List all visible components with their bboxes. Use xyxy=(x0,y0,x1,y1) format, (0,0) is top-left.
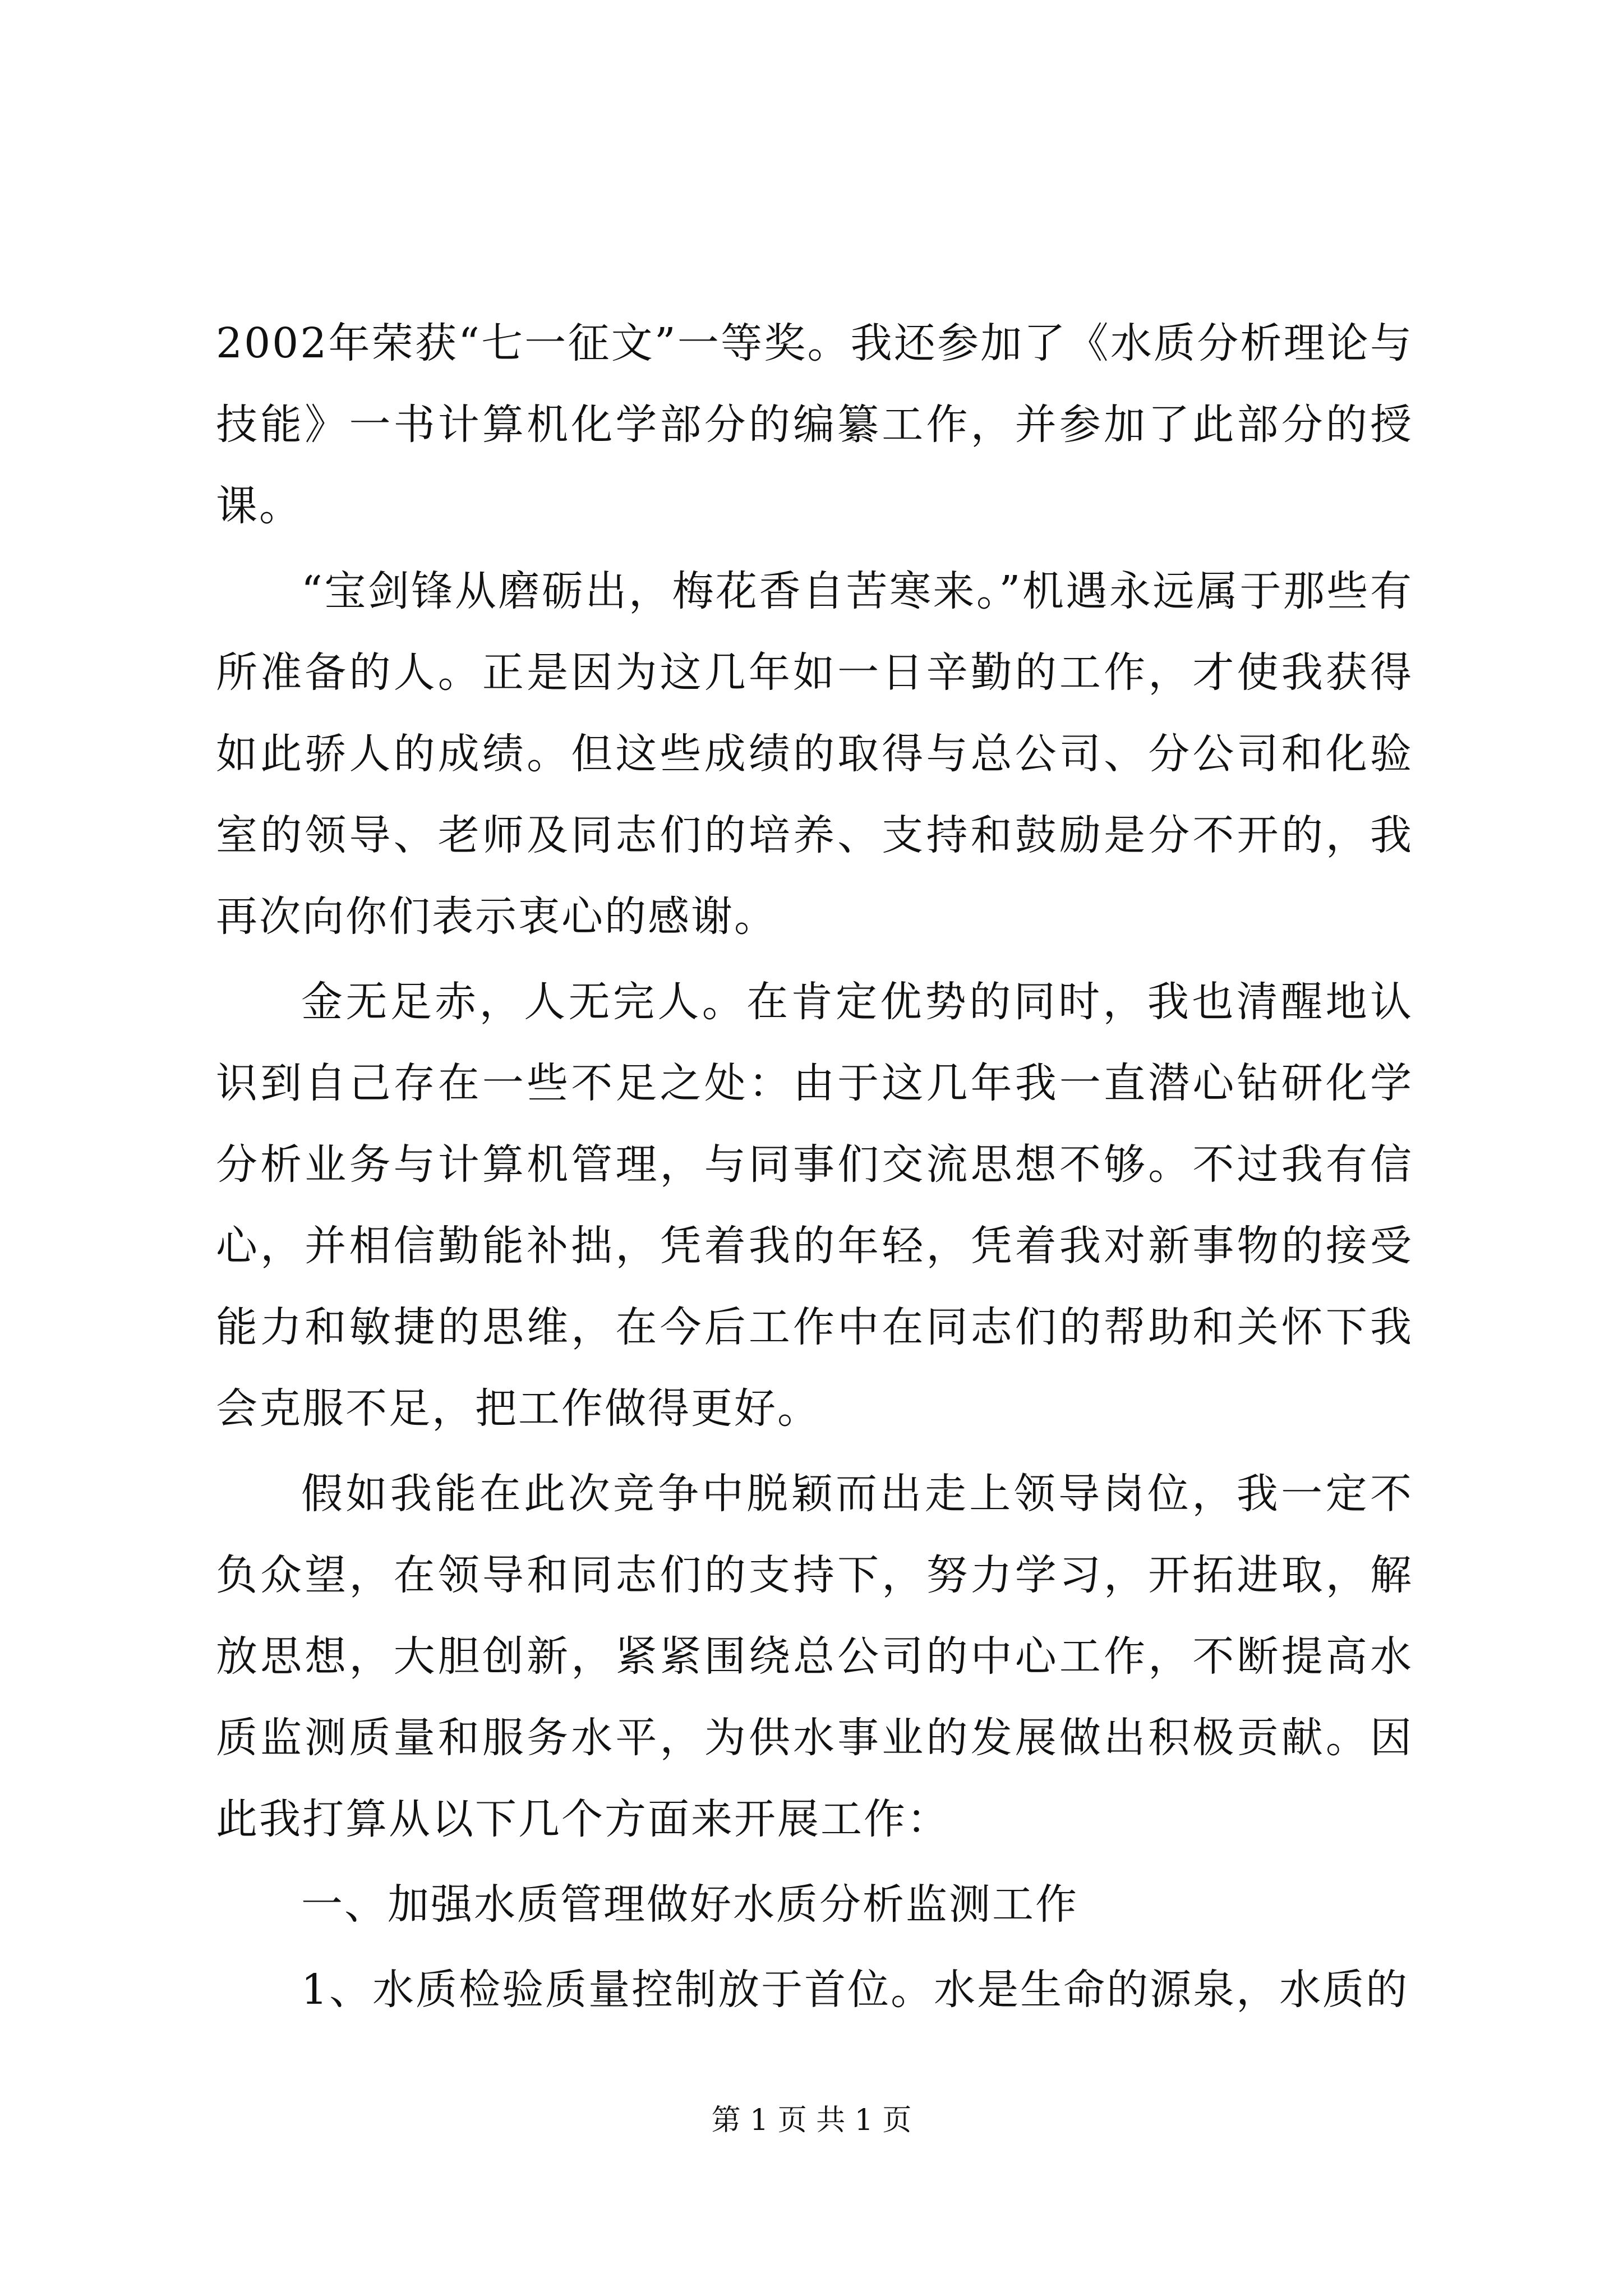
paragraph-quote-thanks: “宝剑锋从磨砺出，梅花香自苦寒来。”机遇永远属于那些有所准备的人。正是因为这几年如一日辛勤的工作，才使我获得如此骄人的成绩。但这些成绩的取得与总公司、分公司和化验室的领导、老师及同志们的培养、支持和鼓励是分不开的，我再次向你们表示衷心的感谢。 xyxy=(216,567,1413,941)
paragraph-award-continuation: 2002年荣获“七一征文”一等奖。我还参加了《水质分析理论与技能》一书计算机化学部分的编纂工作，并参加了此部分的授课。 xyxy=(216,319,1413,530)
paragraph-plan-intro: 假如我能在此次竞争中脱颖而出走上领导岗位，我一定不负众望，在领导和同志们的支持下，努力学习，开拓进取，解放思想，大胆创新，紧紧围绕总公司的中心工作，不断提高水质监测质量和服务水平，为供水事业的发展做出积极贡献。因此我打算从以下几个方面来开展工作： xyxy=(216,1470,1413,1843)
document-body xyxy=(216,303,1413,2031)
paragraph-item-1: 1、水质检验质量控制放于首位。水是生命的源泉，水质的 xyxy=(301,1966,1409,2014)
section-heading-water-quality: 一、加强水质管理做好水质分析监测工作 xyxy=(301,1880,1078,1929)
paragraph-shortcomings: 金无足赤，人无完人。在肯定优势的同时，我也清醒地认识到自己存在一些不足之处：由于这几年我一直潜心钻研化学分析业务与计算机管理，与同事们交流思想不够。不过我有信心，并相信勤能补拙，凭着我的年轻，凭着我对新事物的接受能力和敏捷的思维，在今后工作中在同志们的帮助和关怀下我会克服不足，把工作做得更好。 xyxy=(216,978,1413,1433)
page-footer: 第 1 页 共 1 页 xyxy=(711,2104,912,2137)
